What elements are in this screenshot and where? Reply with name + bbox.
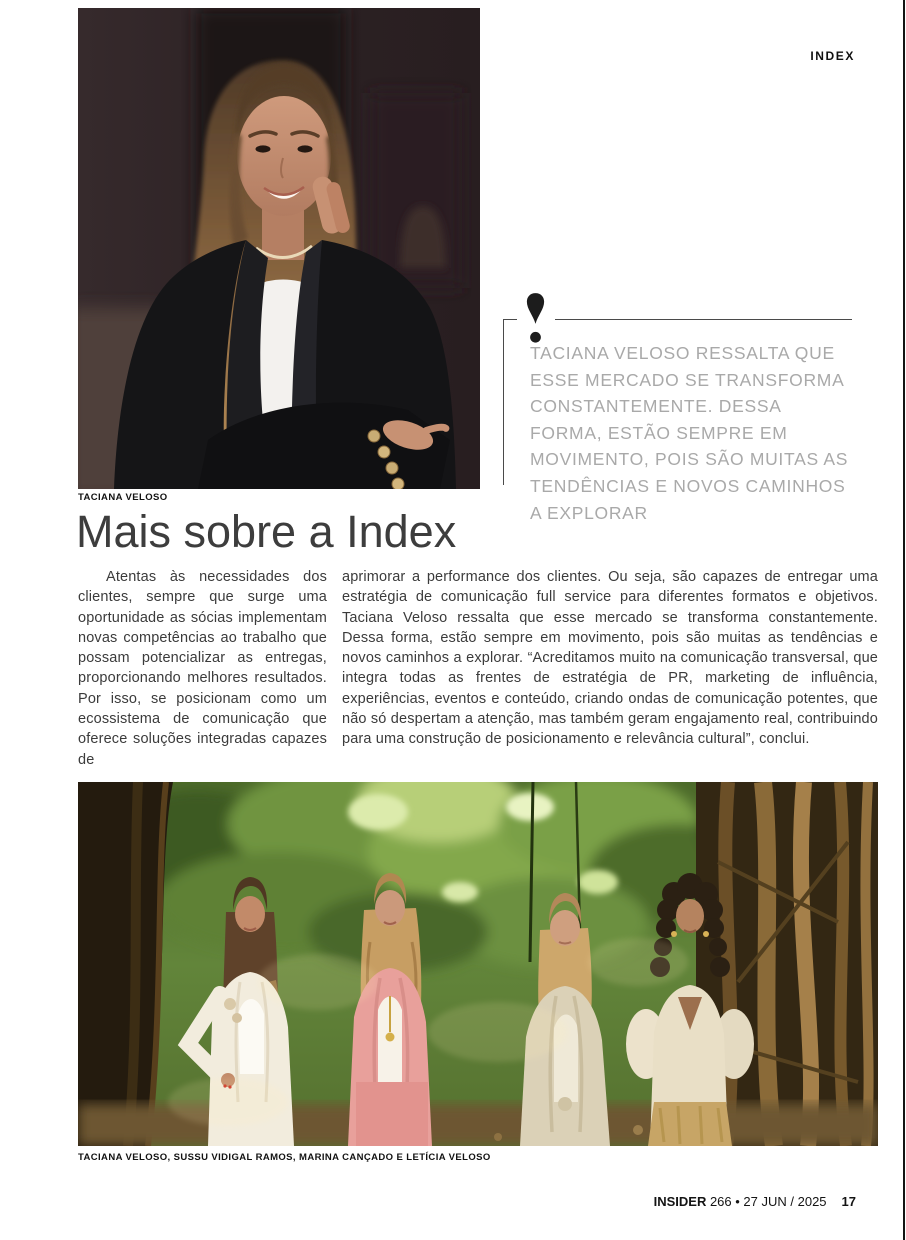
article-column-left — [78, 567, 327, 770]
quote-rule-vertical — [503, 319, 504, 485]
page-edge-rule — [903, 0, 905, 1240]
group-photo — [78, 782, 878, 1146]
pull-quote-text: TACIANA VELOSO RESSALTA QUE ESSE MERCADO SE TRANSFORMA CONSTANTEMENTE. DESSA FORMA, ESTÃO SEMPRE EM MOVIMENTO, POIS SÃO MUITAS AS TENDÊNCIAS E NOVOS CAMINHOS A EXPLORAR — [530, 343, 849, 523]
quote-rule-stub — [503, 319, 517, 320]
portrait-illustration — [78, 8, 480, 489]
exclamation-icon — [524, 292, 547, 348]
pull-quote — [503, 292, 852, 526]
group-illustration — [78, 782, 878, 1146]
article-headline: Mais sobre a Index — [76, 506, 457, 557]
article-paragraph-left: Atentas às necessidades dos clientes, sempre que surge uma oportunidade as sócias implementam novas competências ao trabalho que possam potencializar as entregas, proporcionando melhores resultados. Por isso, se posicionam como um ecossistema de comunicação que oferece soluções integradas capazes de — [78, 569, 327, 768]
article-column-right — [342, 567, 878, 750]
portrait-photo — [78, 8, 480, 489]
footer-page-number: 17 — [841, 1194, 856, 1209]
article-paragraph-right: aprimorar a performance dos clientes. Ou seja, são capazes de entregar uma estratégia de comunicação full service para diferentes formatos e objetivos. Taciana Veloso ressalta que esse mercado se transforma constantemente. Dessa forma, estão sempre em movimento, pois são muitas as tendências e novos caminhos a explorar. “Acreditamos muito na comunicação transversal, que integra todas as frentes de estratégia de PR, marketing de influência, experiências, eventos e conteúdo, criando ondas de comunicação potentes, que não só despertam a atenção, mas também geram engajamento real, contribuindo para uma construção de posicionamento e relevância cultural”, conclui. — [342, 569, 878, 748]
group-photo-caption: TACIANA VELOSO, SUSSU VIDIGAL RAMOS, MARINA CANÇADO E LETÍCIA VELOSO — [78, 1152, 491, 1163]
footer-issue-date: 266 • 27 JUN / 2025 — [706, 1194, 827, 1209]
quote-rule-horizontal — [555, 319, 852, 320]
section-tag: INDEX — [810, 49, 855, 63]
portrait-caption: TACIANA VELOSO — [78, 492, 168, 503]
footer-magazine-name: INSIDER — [653, 1194, 707, 1209]
page-footer — [654, 1194, 856, 1209]
